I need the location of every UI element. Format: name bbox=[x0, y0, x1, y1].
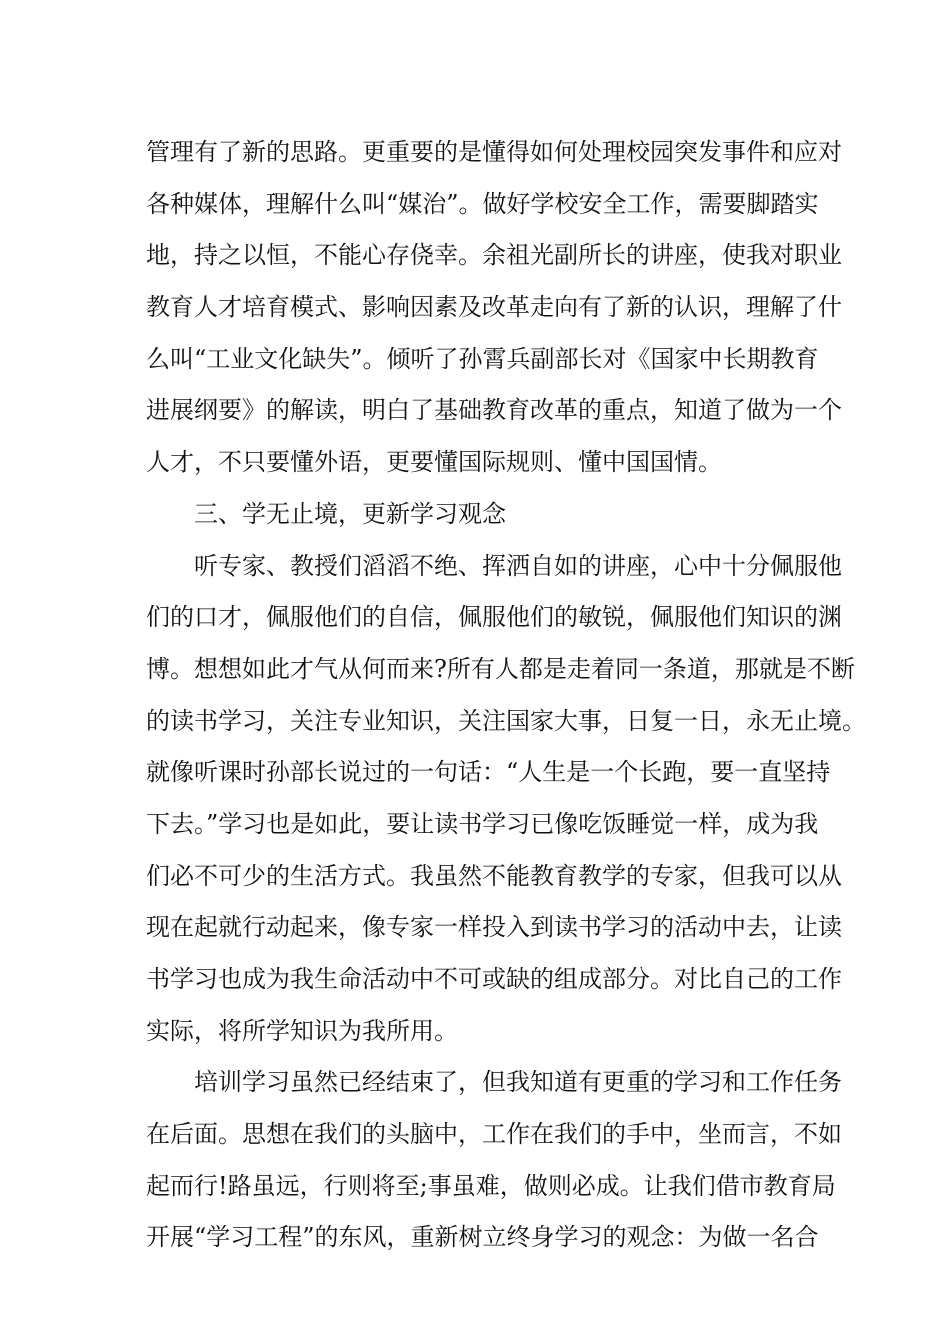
text-line: 书学习也成为我生命活动中不可或缺的组成部分。对比自己的工作 bbox=[146, 965, 842, 993]
text-line: 三、学无止境，更新学习观念 bbox=[194, 499, 506, 528]
text-line: 人才，不只要懂外语，更要懂国际规则、懂中国国情。 bbox=[146, 448, 722, 477]
text-line: 现在起就行动起来，像专家一样投入到读书学习的活动中去，让读 bbox=[146, 913, 842, 942]
text-line: 地，持之以恒，不能心存侥幸。余祖光副所长的讲座，使我对职业 bbox=[146, 241, 842, 270]
text-line: 实际，将所学知识为我所用。 bbox=[146, 1016, 458, 1045]
text-line: 么叫“工业文化缺失”。倾听了孙霄兵副部长对《国家中长期教育 bbox=[146, 344, 819, 373]
text-line: 培训学习虽然已经结束了，但我知道有更重的学习和工作任务 bbox=[194, 1068, 842, 1097]
document-body bbox=[146, 132, 866, 1269]
text-line: 下去。”学习也是如此，要让读书学习已像吃饭睡觉一样，成为我 bbox=[146, 809, 819, 838]
text-line: 就像听课时孙部长说过的一句话：“人生是一个长跑，要一直坚持 bbox=[146, 758, 831, 787]
text-line: 博。想想如此才气从何而来?所有人都是走着同一条道，那就是不断 bbox=[146, 654, 855, 683]
text-line: 起而行!路虽远，行则将至;事虽难，做则必成。让我们借市教育局 bbox=[146, 1171, 836, 1200]
text-line: 听专家、教授们滔滔不绝、挥洒自如的讲座，心中十分佩服他 bbox=[194, 551, 842, 580]
text-line: 在后面。思想在我们的头脑中，工作在我们的手中，坐而言，不如 bbox=[146, 1120, 842, 1149]
text-line: 们必不可少的生活方式。我虽然不能教育教学的专家，但我可以从 bbox=[146, 861, 842, 890]
text-line: 各种媒体，理解什么叫“媒治”。做好学校安全工作，需要脚踏实 bbox=[146, 189, 819, 218]
text-line: 管理有了新的思路。更重要的是懂得如何处理校园突发事件和应对 bbox=[146, 138, 842, 166]
text-line: 教育人才培育模式、影响因素及改革走向有了新的认识，理解了什 bbox=[146, 293, 842, 322]
text-line: 进展纲要》的解读，明白了基础教育改革的重点，知道了做为一个 bbox=[146, 396, 842, 425]
text-line: 开展“学习工程”的东风，重新树立终身学习的观念：为做一名合 bbox=[146, 1223, 819, 1252]
text-line: 的读书学习，关注专业知识，关注国家大事，日复一日，永无止境。 bbox=[146, 706, 866, 735]
text-line: 们的口才，佩服他们的自信，佩服他们的敏锐，佩服他们知识的渊 bbox=[146, 603, 842, 632]
